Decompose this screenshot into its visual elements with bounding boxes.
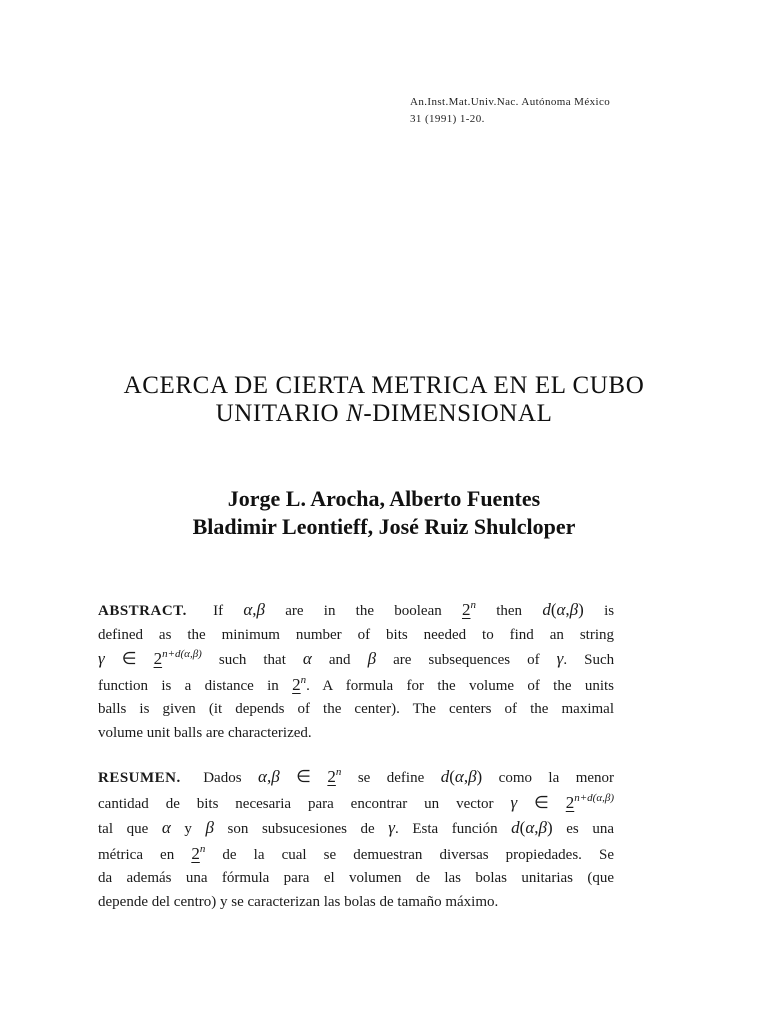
resumen-text: tal que [98, 821, 149, 837]
symbol-alpha: α [525, 818, 535, 837]
symbol-alpha: α [258, 767, 267, 786]
authors-line-1: Jorge L. Arocha, Alberto Fuentes [227, 486, 541, 511]
resumen-line-2 [98, 791, 614, 817]
abstract-line-4 [98, 673, 614, 699]
abstract-text: . Such [563, 652, 615, 668]
abstract-text: and [328, 652, 351, 668]
resumen-line-3 [98, 816, 614, 842]
symbol-gamma: γ [556, 649, 564, 668]
authors-line-2: Bladimir Leontieff, José Ruiz Shulcloper [192, 514, 576, 539]
superscript-n: n [335, 766, 342, 778]
resumen-paragraph [98, 765, 618, 914]
symbol-comma: , [266, 767, 272, 786]
symbol-paren: ( [449, 767, 455, 786]
symbol-beta: β [367, 649, 377, 668]
symbol-beta: β [569, 600, 579, 619]
resumen-text: Dados [203, 770, 242, 786]
abstract-line-2: defined as the minimum number of bits needed to find an string [98, 626, 614, 643]
superscript-n-plus-d: n+d(α,β) [162, 648, 202, 660]
abstract-line-3 [98, 647, 614, 673]
symbol-beta: β [256, 600, 265, 619]
journal-reference [410, 94, 730, 128]
symbol-alpha: α [161, 818, 171, 837]
symbol-comma: , [534, 818, 539, 837]
resumen-text: métrica en [98, 846, 175, 863]
author-list [20, 485, 748, 541]
symbol-paren: ) [578, 600, 584, 619]
superscript-n: n [300, 673, 307, 686]
resumen-text: . Esta función [395, 821, 498, 837]
title-line-2 [20, 400, 748, 428]
resumen-text: cantidad de bits necesaria para encontrar un vector [98, 795, 494, 812]
symbol-alpha: α [556, 600, 566, 619]
abstract-line-5: balls is given (it depends of the center). The centers of the maximal [98, 701, 614, 717]
symbol-d: d [440, 767, 450, 786]
abstract-text: . A formula for the volume of the units [306, 677, 615, 694]
symbol-alpha: α [454, 767, 464, 786]
resumen-text: y [184, 821, 192, 837]
resumen-text: como la menor [498, 770, 615, 786]
resumen-text: de la cual se demuestran diversas propiedades. Se [222, 846, 614, 863]
symbol-comma: , [463, 767, 469, 786]
title-line-2-suffix: -DIMENSIONAL [363, 400, 553, 427]
symbol-two: 2 [327, 767, 336, 786]
symbol-two: 2 [461, 600, 471, 619]
paper-title [20, 372, 748, 428]
abstract-text: is [604, 603, 615, 619]
symbol-beta: β [205, 818, 214, 837]
abstract-text: are subsequences of [393, 652, 540, 668]
symbol-gamma: γ [98, 649, 105, 668]
symbol-gamma: γ [510, 792, 518, 812]
resumen-heading: RESUMEN. [98, 770, 181, 786]
symbol-element-of: ∈ [296, 767, 311, 786]
superscript-n: n [470, 599, 476, 611]
symbol-two: 2 [565, 792, 575, 812]
abstract-text: If [213, 603, 224, 619]
resumen-line-5: da además una fórmula para el volumen de las bolas unitarias (que [98, 870, 614, 886]
title-variable-n: N [346, 400, 364, 427]
symbol-d: d [511, 818, 520, 837]
abstract-paragraph [98, 598, 618, 745]
superscript-n-plus-d: n+d(α,β) [574, 791, 615, 804]
abstract-heading: ABSTRACT. [98, 603, 187, 619]
abstract-line-6: volume unit balls are characterized. [98, 724, 312, 741]
journal-reference-line-2: 31 (1991) 1-20. [410, 113, 485, 125]
resumen-line-1 [98, 765, 614, 791]
abstract-text: function is a distance in [98, 677, 279, 694]
symbol-beta: β [538, 818, 547, 837]
abstract-line-1 [98, 598, 614, 624]
symbol-two: 2 [292, 674, 301, 694]
symbol-comma: , [565, 600, 570, 619]
resumen-text: se define [357, 770, 425, 786]
journal-reference-line-1: An.Inst.Mat.Univ.Nac. Autónoma México [410, 96, 611, 108]
resumen-line-4 [98, 842, 614, 868]
symbol-comma: , [252, 600, 257, 619]
symbol-paren: ( [550, 600, 557, 619]
symbol-two: 2 [153, 649, 163, 668]
symbol-paren: ( [519, 818, 526, 837]
superscript-n: n [199, 842, 206, 855]
symbol-element-of: ∈ [534, 792, 549, 812]
resumen-text: son subsucesiones de [227, 821, 375, 837]
symbol-paren: ) [547, 818, 553, 837]
symbol-alpha: α [302, 649, 312, 668]
symbol-gamma: γ [388, 818, 395, 837]
symbol-beta: β [468, 767, 477, 786]
symbol-d: d [542, 600, 551, 619]
symbol-beta: β [271, 767, 280, 786]
title-line-1: ACERCA DE CIERTA METRICA EN EL CUBO [123, 372, 645, 399]
symbol-alpha: α [243, 600, 253, 619]
abstract-text: then [496, 603, 523, 619]
resumen-text: es una [566, 821, 615, 837]
title-line-2-prefix: UNITARIO [215, 400, 347, 427]
abstract-text: are in the boolean [285, 603, 442, 619]
resumen-line-6: depende del centro) y se caracterizan las bolas de tamaño máximo. [98, 893, 499, 910]
abstract-text: such that [218, 652, 286, 668]
symbol-element-of: ∈ [121, 649, 137, 668]
symbol-paren: ) [476, 767, 483, 786]
symbol-two: 2 [191, 843, 200, 863]
